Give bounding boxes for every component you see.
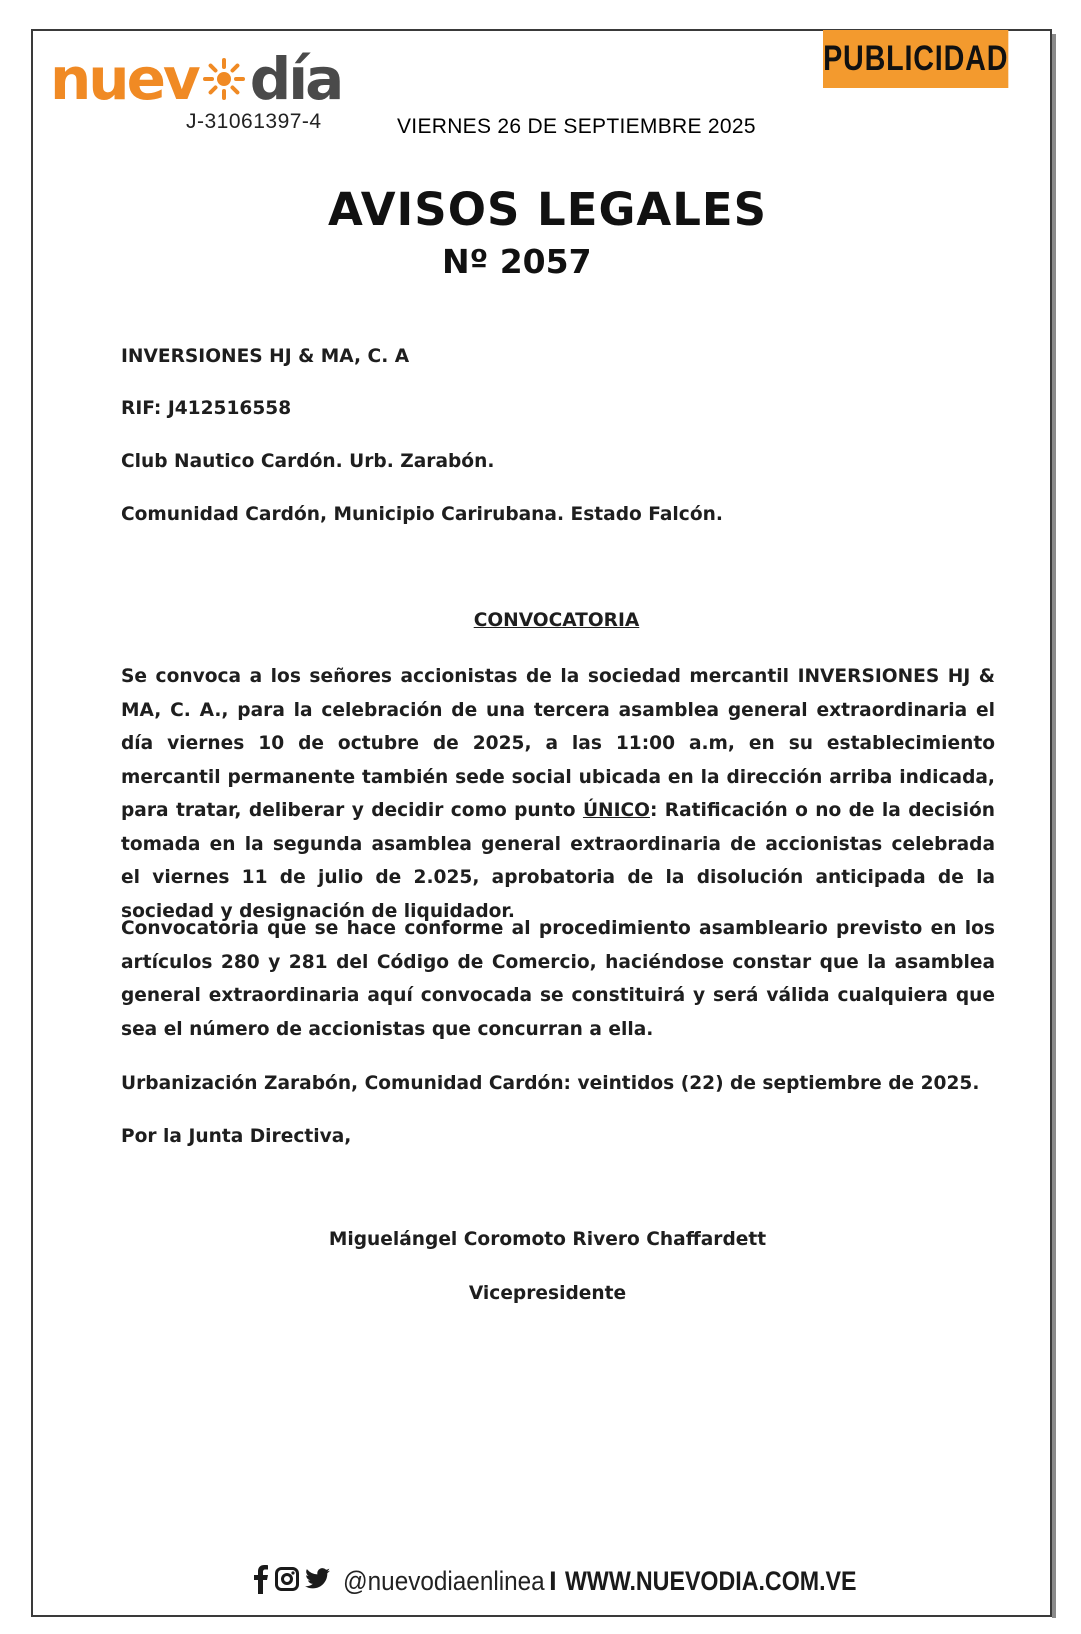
newspaper-rif: J-31061397-4: [186, 110, 322, 133]
logo-text-part1: nuev: [50, 45, 198, 113]
nuevodia-logo: [50, 45, 342, 113]
para1-underlined-word: ÚNICO: [582, 800, 650, 821]
footer-separator: I: [549, 1565, 557, 1596]
company-address-line2: Comunidad Cardón, Municipio Carirubana. Estado Falcón.: [121, 504, 723, 525]
twitter-icon[interactable]: [305, 1568, 331, 1594]
instagram-icon[interactable]: [275, 1567, 299, 1595]
website-link[interactable]: WWW.NUEVODIA.COM.VE: [564, 1565, 857, 1596]
company-name: INVERSIONES HJ & MA, C. A: [121, 346, 410, 367]
sun-icon: [200, 52, 248, 100]
notice-closing: Por la Junta Directiva,: [121, 1126, 352, 1147]
edition-date: VIERNES 26 DE SEPTIEMBRE 2025: [397, 115, 756, 138]
social-handle: @nuevodiaenlinea: [343, 1565, 545, 1596]
facebook-icon[interactable]: [253, 1564, 269, 1598]
notice-place-date: Urbanización Zarabón, Comunidad Cardón: veintidos (22) de septiembre de 2025.: [121, 1073, 980, 1094]
logo-text-part2: día: [249, 45, 342, 113]
notice-paragraph-2: Convocatoria que se hace conforme al procedimiento asambleario previsto en los artículos 280 y 281 del Código de Comercio, haciéndose constar que la asamblea general extraordinaria aquí convocada se constituirá y será válida cualquiera que sea el número de accionistas que concurran a ella.: [121, 918, 995, 1040]
section-badge: PUBLICIDAD: [823, 30, 1008, 88]
frame-shadow: [1052, 34, 1056, 1618]
signer-role: Vicepresidente: [468, 1283, 627, 1304]
company-rif: RIF: J412516558: [121, 398, 292, 419]
footer-bar: [253, 1563, 904, 1599]
para1-text-after: : Ratificación o no de la decisión tomada en la segunda asamblea general extraordinaria de accionistas celebrada el viernes 11 de julio de 2.025, aprobatoria de la disolución anticipada de la sociedad y designación de liquidador.: [121, 800, 995, 922]
notice-heading: CONVOCATORIA: [473, 610, 640, 631]
notice-number: Nº 2057: [442, 242, 592, 281]
company-address-line1: Club Nautico Cardón. Urb. Zarabón.: [121, 451, 495, 472]
notice-paragraph-1: [121, 660, 995, 928]
signer-name: Miguelángel Coromoto Rivero Chaffardett: [328, 1229, 767, 1250]
para1-text-before: Se convoca a los señores accionistas de la sociedad mercantil INVERSIONES HJ & MA, C. A., para la celebración de una tercera asamblea general extraordinaria el día viernes 10 de octubre de 2025, a las 11:00 a.m, en su establecimiento mercantil permanente también sede social ubicada en la dirección arriba indicada, para tratar, deliberar y decidir como punto: [121, 666, 995, 821]
page-title: AVISOS LEGALES: [327, 183, 768, 236]
